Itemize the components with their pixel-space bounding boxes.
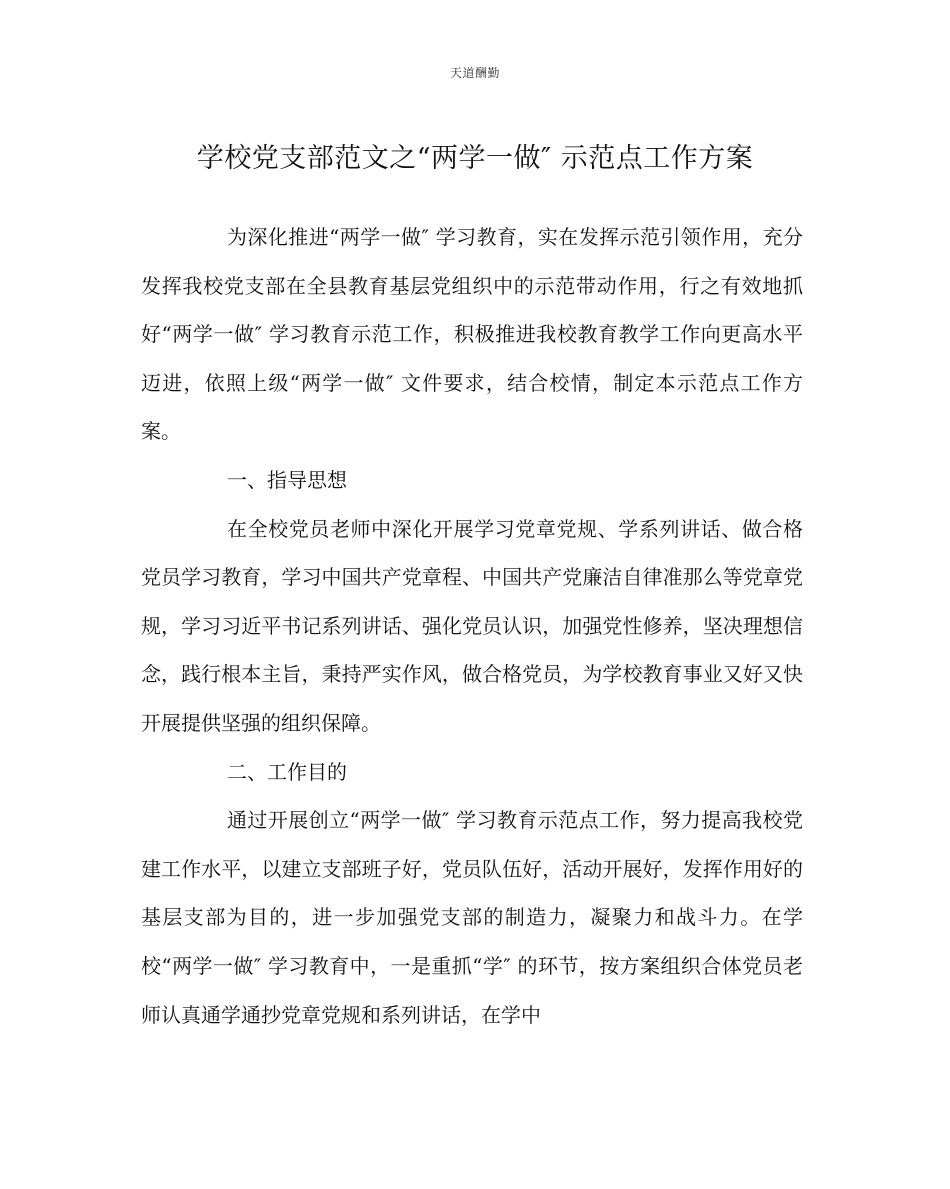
- document-title: 学校党支部范文之“两学一做″ 示范点工作方案: [196, 143, 754, 174]
- document-body: [141, 213, 803, 1039]
- paragraph-intro: 为深化推进“两学一做″ 学习教育，实在发挥示范引领作用，充分发挥我校党支部在全县教育基层党组织中的示范带动作用，行之有效地抓好“两学一做″ 学习教育示范工作，积极推进我校教育教学工作向更高水平迈进，依照上级“两学一做″ 文件要求，结合校情，制定本示范点工作方案。: [141, 225, 803, 444]
- section-heading-work-goal: 二、工作目的: [227, 759, 347, 784]
- paragraph-work-goal: 通过开展创立“两学一做″ 学习教育示范点工作，努力提高我校党建工作水平，以建立支部班子好，党员队伍好，活动开展好，发挥作用好的基层支部为目的，进一步加强党支部的制造力，凝聚力和战斗力。在学校“两学一做″ 学习教育中，一是重抓“学″ 的环节，按方案组织合体党员老师认真通学通抄党章党规和系列讲话，在学中: [141, 808, 803, 1027]
- paragraph-guiding-thought: 在全校党员老师中深化开展学习党章党规、学系列讲话、做合格党员学习教育，学习中国共产党章程、中国共产党廉洁自律准那么等党章党规，学习习近平书记系列讲话、强化党员认识，加强党性修养，坚决理想信念，践行根本主旨，秉持严实作风，做合格党员，为学校教育事业又好又快开展提供坚强的组织保障。: [141, 516, 803, 735]
- section-heading-guiding-thought: 一、指导思想: [227, 467, 347, 492]
- page-header: 天道酬勤: [449, 66, 500, 80]
